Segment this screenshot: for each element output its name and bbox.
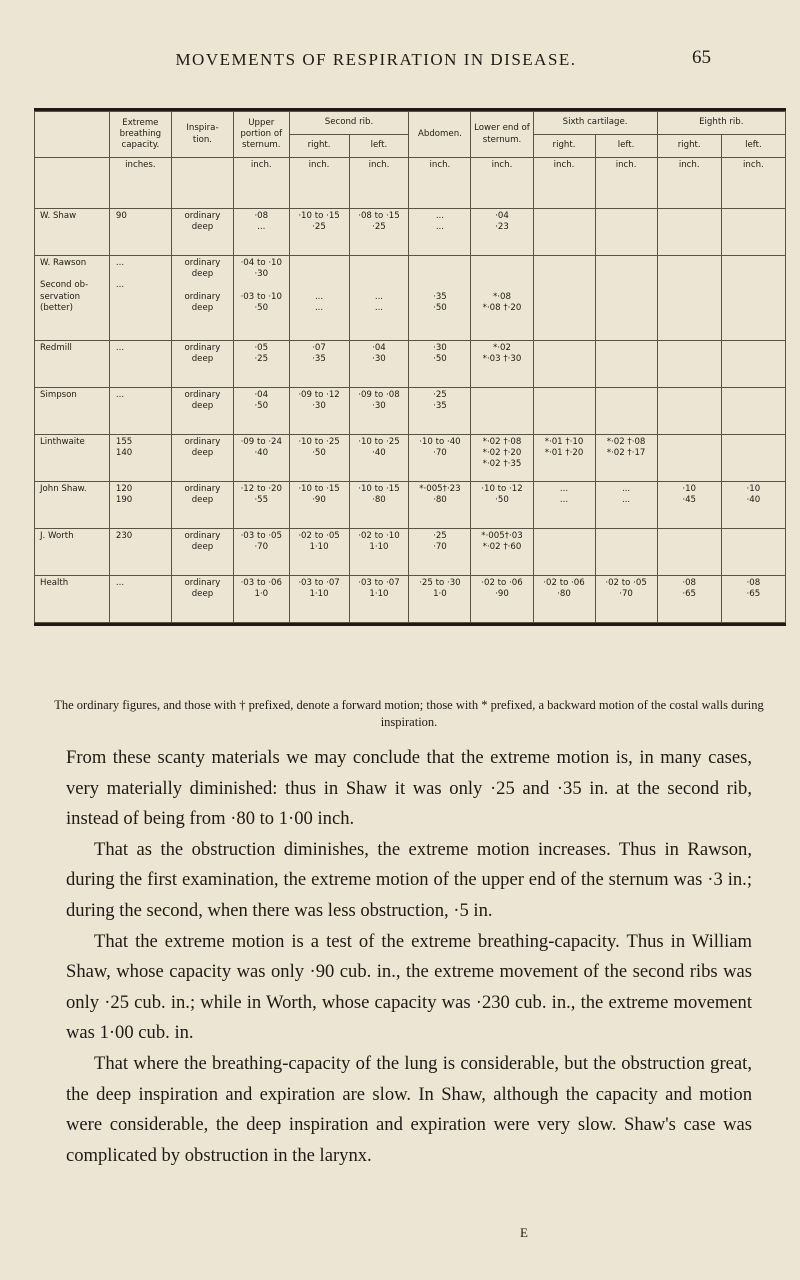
signature-mark: E <box>520 1225 528 1240</box>
cell-upper: ·08 ... <box>233 209 289 256</box>
cell-r2r: ·02 to ·05 1·10 <box>289 529 349 576</box>
header-extreme-capacity: Extreme breathing capacity. <box>109 112 171 158</box>
table-row <box>35 209 786 256</box>
cell-r2r: ·10 to ·15 ·90 <box>289 482 349 529</box>
cell-r2l: ·10 to ·25 ·40 <box>349 435 409 482</box>
cell-upper: ·04 to ·10 ·30 ·03 to ·10 ·50 <box>233 256 289 341</box>
cell-name: Redmill <box>35 341 110 388</box>
cell-r8l <box>721 209 785 256</box>
cell-c6l <box>595 341 657 388</box>
cell-name: J. Worth <box>35 529 110 576</box>
cell-breath: ... <box>109 341 171 388</box>
cell-abd: ·25 ·70 <box>409 529 471 576</box>
cell-insp: ordinary deep <box>171 529 233 576</box>
cell-insp: ordinary deep <box>171 435 233 482</box>
cell-r2r: ·03 to ·07 1·10 <box>289 576 349 623</box>
cell-c6r <box>533 209 595 256</box>
cell-upper: ·09 to ·24 ·40 <box>233 435 289 482</box>
unit-cell: inch. <box>657 158 721 209</box>
cell-upper: ·03 to ·05 ·70 <box>233 529 289 576</box>
cell-r2l: ·04 ·30 <box>349 341 409 388</box>
running-head: MOVEMENTS OF RESPIRATION IN DISEASE. <box>175 50 577 69</box>
cell-r8r <box>657 256 721 341</box>
unit-cell: inch. <box>595 158 657 209</box>
header-upper-sternum: Upper portion of sternum. <box>233 112 289 158</box>
table-row <box>35 482 786 529</box>
cell-c6l <box>595 388 657 435</box>
cell-insp: ordinary deep <box>171 209 233 256</box>
cell-abd: ·30 ·50 <box>409 341 471 388</box>
header-subject <box>35 112 110 158</box>
cell-r8l <box>721 435 785 482</box>
cell-name: Health <box>35 576 110 623</box>
paragraph: That where the breathing-capacity of the lung is considerable, but the obstruction great, the deep inspiration and expiration are slow. In Shaw, although the capacity and motion were considerable, the deep inspiration and expiration were very slow. Shaw's case was complicated by obstruction in the larynx. <box>66 1052 752 1166</box>
page-number: 65 <box>692 47 711 68</box>
cell-r2l: ·02 to ·10 1·10 <box>349 529 409 576</box>
cell-abd: ... ... <box>409 209 471 256</box>
cell-r2l: ·09 to ·08 ·30 <box>349 388 409 435</box>
paragraph: That as the obstruction diminishes, the extreme motion increases. Thus in Rawson, during the first examination, the extreme motion of the upper end of the sternum was ·3 in.; during the second, when there was less obstruction, ·5 in. <box>66 838 752 921</box>
header-lower-sternum: Lower end of sternum. <box>471 112 533 158</box>
cell-low: ·04 ·23 <box>471 209 533 256</box>
cell-r8r <box>657 341 721 388</box>
cell-upper: ·12 to ·20 ·55 <box>233 482 289 529</box>
cell-c6r <box>533 388 595 435</box>
unit-cell: inch. <box>233 158 289 209</box>
cell-c6l: ·02 to ·05 ·70 <box>595 576 657 623</box>
header-second-rib: Second rib. <box>289 112 409 135</box>
cell-c6l: ... ... <box>595 482 657 529</box>
header-second-rib-right: right. <box>289 135 349 158</box>
header-eighth-left: left. <box>721 135 785 158</box>
cell-c6l <box>595 209 657 256</box>
cell-c6l <box>595 256 657 341</box>
cell-low: ·10 to ·12 ·50 <box>471 482 533 529</box>
table-row <box>35 576 786 623</box>
cell-breath: ... <box>109 576 171 623</box>
cell-name: Simpson <box>35 388 110 435</box>
respiration-table <box>34 111 786 623</box>
paragraph: That the extreme motion is a test of the extreme breathing-capacity. Thus in William Shaw, whose capacity was only ·90 cub. in., the extreme movement of the second ribs was only ·25 cub. in.; while in Worth, whose capacity was ·230 cub. in., the extreme movement was 1·00 cub. in. <box>66 930 752 1044</box>
cell-c6r: ... ... <box>533 482 595 529</box>
header-abdomen: Abdomen. <box>409 112 471 158</box>
cell-r8r <box>657 388 721 435</box>
cell-abd: ·35 ·50 <box>409 256 471 341</box>
cell-r8r <box>657 529 721 576</box>
cell-breath: ... <box>109 388 171 435</box>
cell-breath: 120 190 <box>109 482 171 529</box>
cell-name: Linthwaite <box>35 435 110 482</box>
units-row <box>35 158 786 209</box>
cell-breath: 155 140 <box>109 435 171 482</box>
cell-upper: ·05 ·25 <box>233 341 289 388</box>
cell-c6r: *·01 †·10 *·01 †·20 <box>533 435 595 482</box>
cell-name: W. Shaw <box>35 209 110 256</box>
header-inspiration: Inspira- tion. <box>171 112 233 158</box>
unit-cell <box>35 158 110 209</box>
header-sixth-left: left. <box>595 135 657 158</box>
cell-c6l: *·02 †·08 *·02 †·17 <box>595 435 657 482</box>
cell-low: *·02 †·08 *·02 †·20 *·02 †·35 <box>471 435 533 482</box>
cell-r8r <box>657 435 721 482</box>
cell-r8l: ·10 ·40 <box>721 482 785 529</box>
respiration-table-wrap <box>34 108 786 626</box>
cell-r8r: ·10 ·45 <box>657 482 721 529</box>
cell-abd: *·005†·23 ·80 <box>409 482 471 529</box>
cell-insp: ordinary deep ordinary deep <box>171 256 233 341</box>
unit-cell: inch. <box>409 158 471 209</box>
cell-breath: ... ... <box>109 256 171 341</box>
cell-breath: 230 <box>109 529 171 576</box>
cell-low <box>471 388 533 435</box>
table-row <box>35 435 786 482</box>
cell-r8l <box>721 256 785 341</box>
cell-r2r: ... ... <box>289 256 349 341</box>
table-row <box>35 256 786 341</box>
header-eighth-rib: Eighth rib. <box>657 112 785 135</box>
unit-cell: inch. <box>289 158 349 209</box>
cell-insp: ordinary deep <box>171 388 233 435</box>
cell-r2r: ·07 ·35 <box>289 341 349 388</box>
table-row <box>35 388 786 435</box>
cell-low: *·08 *·08 †·20 <box>471 256 533 341</box>
cell-c6r: ·02 to ·06 ·80 <box>533 576 595 623</box>
header-eighth-right: right. <box>657 135 721 158</box>
cell-name: John Shaw. <box>35 482 110 529</box>
cell-c6l <box>595 529 657 576</box>
cell-low: *·02 *·03 †·30 <box>471 341 533 388</box>
table-footnote: The ordinary figures, and those with † prefixed, denote a forward motion; those with * prefixed, a backward motion of the costal walls during inspiration. <box>54 698 764 729</box>
cell-breath: 90 <box>109 209 171 256</box>
cell-abd: ·10 to ·40 ·70 <box>409 435 471 482</box>
table-row <box>35 341 786 388</box>
cell-low: ·02 to ·06 ·90 <box>471 576 533 623</box>
cell-insp: ordinary deep <box>171 341 233 388</box>
unit-cell: inches. <box>109 158 171 209</box>
cell-abd: ·25 to ·30 1·0 <box>409 576 471 623</box>
cell-insp: ordinary deep <box>171 576 233 623</box>
cell-r8l: ·08 ·65 <box>721 576 785 623</box>
unit-cell: inch. <box>721 158 785 209</box>
cell-name: W. Rawson Second ob- servation (better) <box>35 256 110 341</box>
cell-upper: ·04 ·50 <box>233 388 289 435</box>
header-sixth-right: right. <box>533 135 595 158</box>
cell-low: *·005†·03 *·02 †·60 <box>471 529 533 576</box>
unit-cell: inch. <box>533 158 595 209</box>
unit-cell: inch. <box>471 158 533 209</box>
cell-r8l <box>721 529 785 576</box>
cell-upper: ·03 to ·06 1·0 <box>233 576 289 623</box>
table-row <box>35 529 786 576</box>
header-sixth-cartilage: Sixth cartilage. <box>533 112 657 135</box>
cell-c6r <box>533 529 595 576</box>
unit-cell <box>171 158 233 209</box>
cell-r2r: ·10 to ·25 ·50 <box>289 435 349 482</box>
cell-c6r <box>533 341 595 388</box>
cell-r2l: ·10 to ·15 ·80 <box>349 482 409 529</box>
cell-r2l: ·08 to ·15 ·25 <box>349 209 409 256</box>
cell-c6r <box>533 256 595 341</box>
paragraph: From these scanty materials we may conclude that the extreme motion is, in many cases, very materially diminished: thus in Shaw it was only ·25 and ·35 in. at the second rib, instead of being from ·80 to 1·00 inch. <box>66 747 752 830</box>
cell-r8r <box>657 209 721 256</box>
cell-r8l <box>721 341 785 388</box>
body-text <box>66 743 752 1171</box>
cell-abd: ·25 ·35 <box>409 388 471 435</box>
cell-r8r: ·08 ·65 <box>657 576 721 623</box>
table-body <box>35 209 786 623</box>
cell-r2l: ... ... <box>349 256 409 341</box>
cell-insp: ordinary deep <box>171 482 233 529</box>
cell-r2l: ·03 to ·07 1·10 <box>349 576 409 623</box>
cell-r2r: ·09 to ·12 ·30 <box>289 388 349 435</box>
header-second-rib-left: left. <box>349 135 409 158</box>
cell-r8l <box>721 388 785 435</box>
cell-r2r: ·10 to ·15 ·25 <box>289 209 349 256</box>
unit-cell: inch. <box>349 158 409 209</box>
